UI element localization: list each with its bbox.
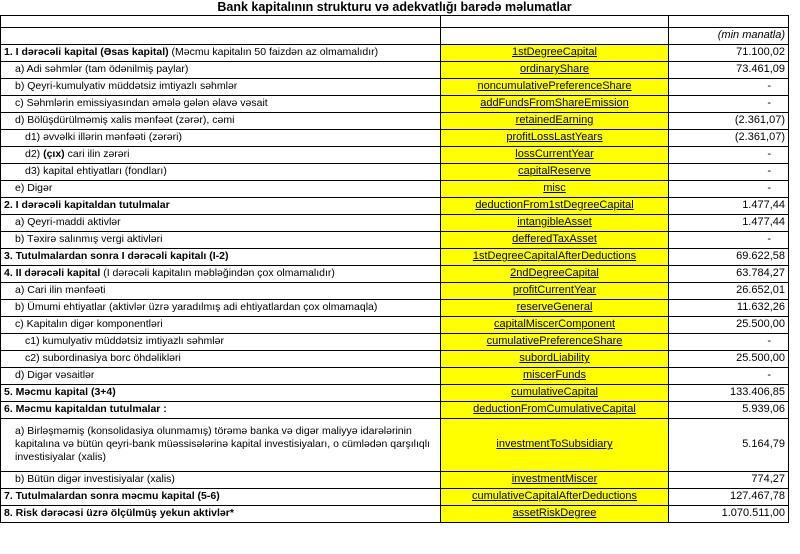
table-row (1, 197, 789, 214)
code-link[interactable]: 2ndDegreeCapital (441, 265, 669, 282)
table-row (1, 333, 789, 350)
table-row (1, 248, 789, 265)
row-label: d) Digər vəsaitlər (1, 367, 441, 384)
code-link[interactable]: addFundsFromShareEmission (441, 95, 669, 112)
code-link[interactable]: ordinaryShare (441, 61, 669, 78)
spacer-cell (441, 15, 669, 27)
code-link[interactable]: reserveGeneral (441, 299, 669, 316)
title-row (1, 0, 789, 15)
row-label: a) Qeyri-maddi aktivlər (1, 214, 441, 231)
code-link[interactable]: cumulativeCapital (441, 384, 669, 401)
code-link[interactable]: lossCurrentYear (441, 146, 669, 163)
row-label: 3. Tutulmalardan sonra I dərəcəli kapitalı (I-2) (1, 248, 441, 265)
code-link[interactable]: capitalMiscerComponent (441, 316, 669, 333)
table-row (1, 418, 789, 471)
table-row (1, 471, 789, 488)
spacer-cell (669, 15, 789, 27)
table-row (1, 112, 789, 129)
code-link[interactable]: miscerFunds (441, 367, 669, 384)
code-link[interactable]: misc (441, 180, 669, 197)
table-row (1, 129, 789, 146)
table-row (1, 299, 789, 316)
page-title: Bank kapitalının strukturu və adekvatlığı barədə məlumatlar (1, 0, 789, 15)
row-label: a) Cari ilin mənfəəti (1, 282, 441, 299)
row-label: d3) kapital ehtiyatları (fondları) (1, 163, 441, 180)
row-value: 5.939,06 (669, 401, 789, 418)
row-value: - (669, 163, 789, 180)
code-link[interactable]: defferedTaxAsset (441, 231, 669, 248)
row-value: 73.461,09 (669, 61, 789, 78)
table-row (1, 180, 789, 197)
table-row (1, 367, 789, 384)
table-row (1, 316, 789, 333)
row-value: 1.477,44 (669, 197, 789, 214)
row-value: - (669, 231, 789, 248)
row-value: 63.784,27 (669, 265, 789, 282)
row-label: b) Qeyri-kumulyativ müddətsiz imtiyazlı səhmlər (1, 78, 441, 95)
row-value: 5.164,79 (669, 418, 789, 471)
code-link[interactable]: investmentMiscer (441, 471, 669, 488)
row-label: c) Kapitalın digər komponentləri (1, 316, 441, 333)
row-label: a) Adi səhmlər (tam ödənilmiş paylar) (1, 61, 441, 78)
table-row (1, 231, 789, 248)
row-label: 8. Risk dərəcəsi üzrə ölçülmüş yekun aktivlər* (1, 505, 441, 522)
row-label: c1) kumulyativ müddətsiz imtiyazlı səhmlər (1, 333, 441, 350)
code-link[interactable]: retainedEarning (441, 112, 669, 129)
code-link[interactable]: 1stDegreeCapital (441, 44, 669, 61)
unit-row (1, 27, 789, 44)
row-label: a) Birləşməmiş (konsolidasiya olunmamış) törəmə banka və digər maliyyə idarələrinin kapitalına və bütün qeyri-bank müəssisələrinə kapital investisiyaları, o cümlədən qarşılıqlı investisiyalar (xalis) (1, 418, 441, 471)
row-value: 774,27 (669, 471, 789, 488)
row-label: e) Digər (1, 180, 441, 197)
row-label: 6. Məcmu kapitaldan tutulmalar : (1, 401, 441, 418)
spacer-cell (1, 15, 441, 27)
row-value: 26.652,01 (669, 282, 789, 299)
table-row (1, 282, 789, 299)
code-link[interactable]: noncumulativePreferenceShare (441, 78, 669, 95)
empty-cell (441, 27, 669, 44)
row-value: 133.406,85 (669, 384, 789, 401)
row-value: 1.070.511,00 (669, 505, 789, 522)
code-link[interactable]: deductionFrom1stDegreeCapital (441, 197, 669, 214)
row-label: d2) (çıx) cari ilin zərəri (1, 146, 441, 163)
row-label: b) Bütün digər investisiyalar (xalis) (1, 471, 441, 488)
table-row (1, 78, 789, 95)
table-row (1, 265, 789, 282)
row-value: 71.100,02 (669, 44, 789, 61)
row-value: - (669, 95, 789, 112)
row-value: - (669, 333, 789, 350)
table-row (1, 44, 789, 61)
table-row (1, 163, 789, 180)
row-value: - (669, 367, 789, 384)
capital-table-body (1, 0, 789, 522)
row-value: - (669, 146, 789, 163)
table-row (1, 505, 789, 522)
row-label: d1) əvvəlki illərin mənfəəti (zərəri) (1, 129, 441, 146)
unit-note: (min manatla) (669, 27, 789, 44)
row-label: b) Təxirə salınmış vergi aktivləri (1, 231, 441, 248)
row-value: 25.500,00 (669, 350, 789, 367)
row-label: b) Ümumi ehtiyatlar (aktivlər üzrə yaradılmış adi ehtiyatlardan çox olmamaqla) (1, 299, 441, 316)
table-row (1, 401, 789, 418)
row-value: - (669, 180, 789, 197)
table-row (1, 61, 789, 78)
row-value: 127.467,78 (669, 488, 789, 505)
code-link[interactable]: 1stDegreeCapitalAfterDeductions (441, 248, 669, 265)
row-value: 11.632,26 (669, 299, 789, 316)
table-row (1, 146, 789, 163)
code-link[interactable]: cumulativeCapitalAfterDeductions (441, 488, 669, 505)
table-row (1, 350, 789, 367)
table-row (1, 488, 789, 505)
spacer-row (1, 15, 789, 27)
table-row (1, 95, 789, 112)
code-link[interactable]: profitCurrentYear (441, 282, 669, 299)
row-value: 69.622,58 (669, 248, 789, 265)
code-link[interactable]: cumulativePreferenceShare (441, 333, 669, 350)
code-link[interactable]: deductionFromCumulativeCapital (441, 401, 669, 418)
empty-cell (1, 27, 441, 44)
row-value: 1.477,44 (669, 214, 789, 231)
table-row (1, 214, 789, 231)
row-label: 5. Məcmu kapital (3+4) (1, 384, 441, 401)
row-label: 7. Tutulmalardan sonra məcmu kapital (5-6) (1, 488, 441, 505)
row-value: 25.500,00 (669, 316, 789, 333)
row-value: (2.361,07) (669, 129, 789, 146)
row-label: 4. II dərəcəli kapital (I dərəcəli kapitalın məbləğindən çox olmamalıdır) (1, 265, 441, 282)
code-link[interactable]: capitalReserve (441, 163, 669, 180)
row-label: 2. I dərəcəli kapitaldan tutulmalar (1, 197, 441, 214)
row-value: (2.361,07) (669, 112, 789, 129)
row-label: d) Bölüşdürülməmiş xalis mənfəət (zərər), cəmi (1, 112, 441, 129)
row-label: 1. I dərəcəli kapital (Əsas kapital) (Məcmu kapitalın 50 faizdən az olmamalıdır) (1, 44, 441, 61)
code-link[interactable]: intangibleAsset (441, 214, 669, 231)
table-row (1, 384, 789, 401)
code-link[interactable]: profitLossLastYears (441, 129, 669, 146)
code-link[interactable]: investmentToSubsidiary (441, 418, 669, 471)
code-link[interactable]: assetRiskDegree (441, 505, 669, 522)
row-label: c) Səhmlərin emissiyasından əmələ gələn əlavə vəsait (1, 95, 441, 112)
row-value: - (669, 78, 789, 95)
row-label: c2) subordinasiya borc öhdəlikləri (1, 350, 441, 367)
code-link[interactable]: subordLiability (441, 350, 669, 367)
